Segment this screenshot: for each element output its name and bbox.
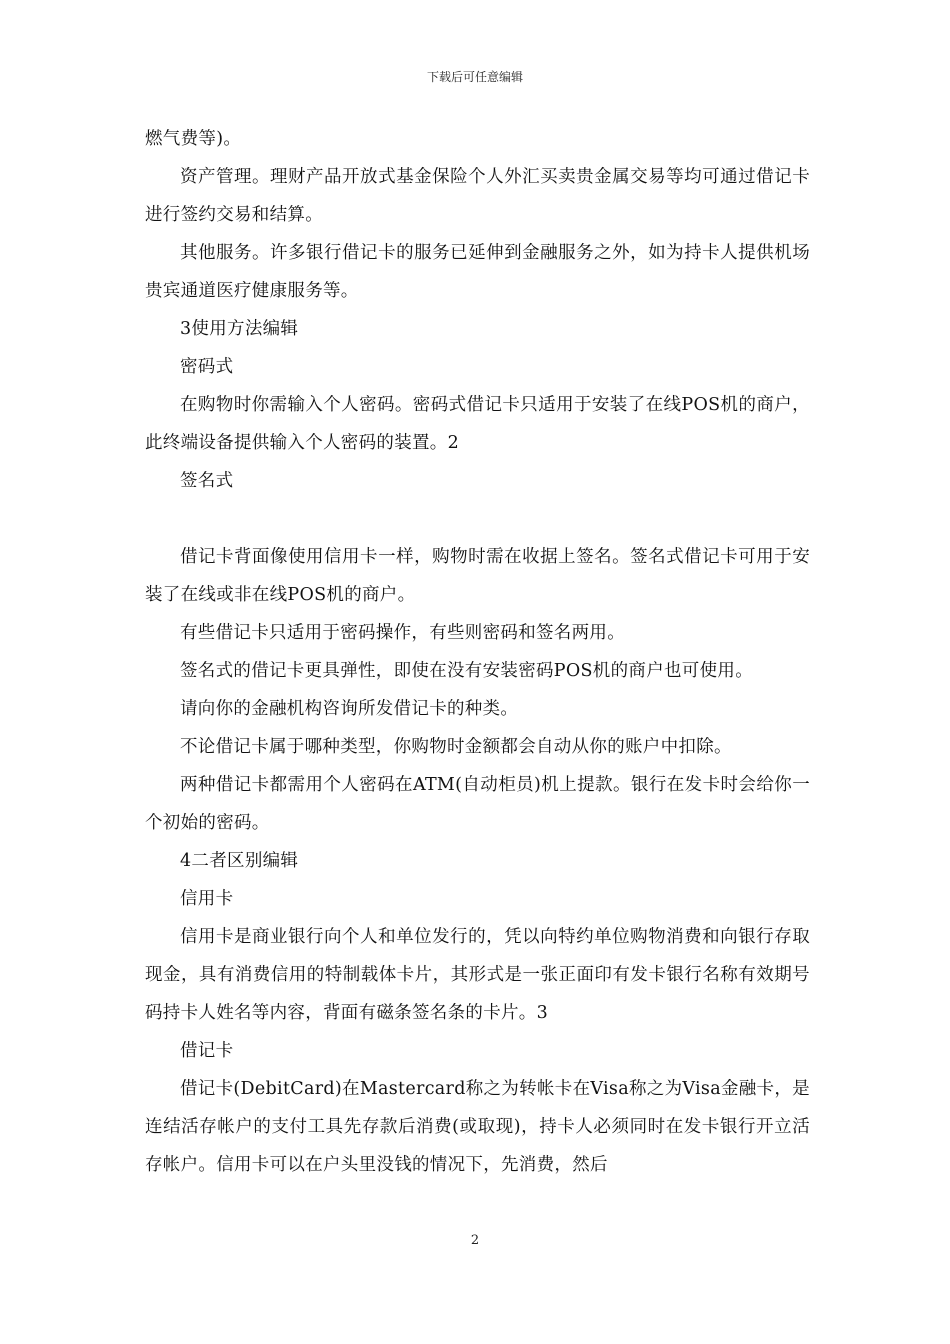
subheading-debit-card: 借记卡 [180, 1041, 234, 1061]
page-number: 2 [470, 1233, 480, 1248]
paragraph-consult: 请向你的金融机构咨询所发借记卡的种类。 [180, 699, 519, 719]
section-heading-difference: 4二者区别编辑 [180, 851, 299, 871]
paragraph-asset-management: 资产管理。理财产品开放式基金保险个人外汇买卖贵金属交易等均可通过借记卡进行签约交易和结算。 [145, 167, 810, 225]
paragraph-deduction: 不论借记卡属于哪种类型，你购物时金额都会自动从你的账户中扣除。 [180, 737, 732, 757]
paragraph-other-services: 其他服务。许多银行借记卡的服务已延伸到金融服务之外，如为持卡人提供机场贵宾通道医疗健康服务等。 [145, 243, 810, 301]
section-heading-usage: 3使用方法编辑 [180, 319, 299, 339]
paragraph-continuation: 燃气费等)。 [145, 129, 242, 149]
paragraph-debit-card: 借记卡(DebitCard)在Mastercard称之为转帐卡在Visa称之为Visa金融卡，是连结活存帐户的支付工具先存款后消费(或取现)，持卡人必须同时在发卡银行开立活存帐户。信用卡可以在户头里没钱的情况下，先消费，然后 [145, 1079, 810, 1175]
paragraph-pin-only: 有些借记卡只适用于密码操作，有些则密码和签名两用。 [180, 623, 625, 643]
page-header: 下载后可任意编辑 [426, 70, 523, 84]
paragraph-credit-card: 信用卡是商业银行向个人和单位发行的，凭以向特约单位购物消费和向银行存取现金，具有消费信用的特制载体卡片，其形式是一张正面印有发卡银行名称有效期号码持卡人姓名等内容，背面有磁条签名条的卡片。3 [145, 927, 810, 1023]
blank-line [145, 500, 810, 538]
document-body [145, 120, 810, 1184]
paragraph-atm: 两种借记卡都需用个人密码在ATM(自动柜员)机上提款。银行在发卡时会给你一个初始的密码。 [145, 775, 810, 833]
paragraph-flexibility: 签名式的借记卡更具弹性，即使在没有安装密码POS机的商户也可使用。 [180, 661, 754, 681]
subheading-signature-type: 签名式 [180, 471, 234, 491]
subheading-credit-card: 信用卡 [180, 889, 234, 909]
subheading-pin-type: 密码式 [180, 357, 234, 377]
paragraph-signature-type: 借记卡背面像使用信用卡一样，购物时需在收据上签名。签名式借记卡可用于安装了在线或非在线POS机的商户。 [145, 547, 810, 605]
paragraph-pin-type: 在购物时你需输入个人密码。密码式借记卡只适用于安装了在线POS机的商户，此终端设备提供输入个人密码的装置。2 [145, 395, 810, 453]
